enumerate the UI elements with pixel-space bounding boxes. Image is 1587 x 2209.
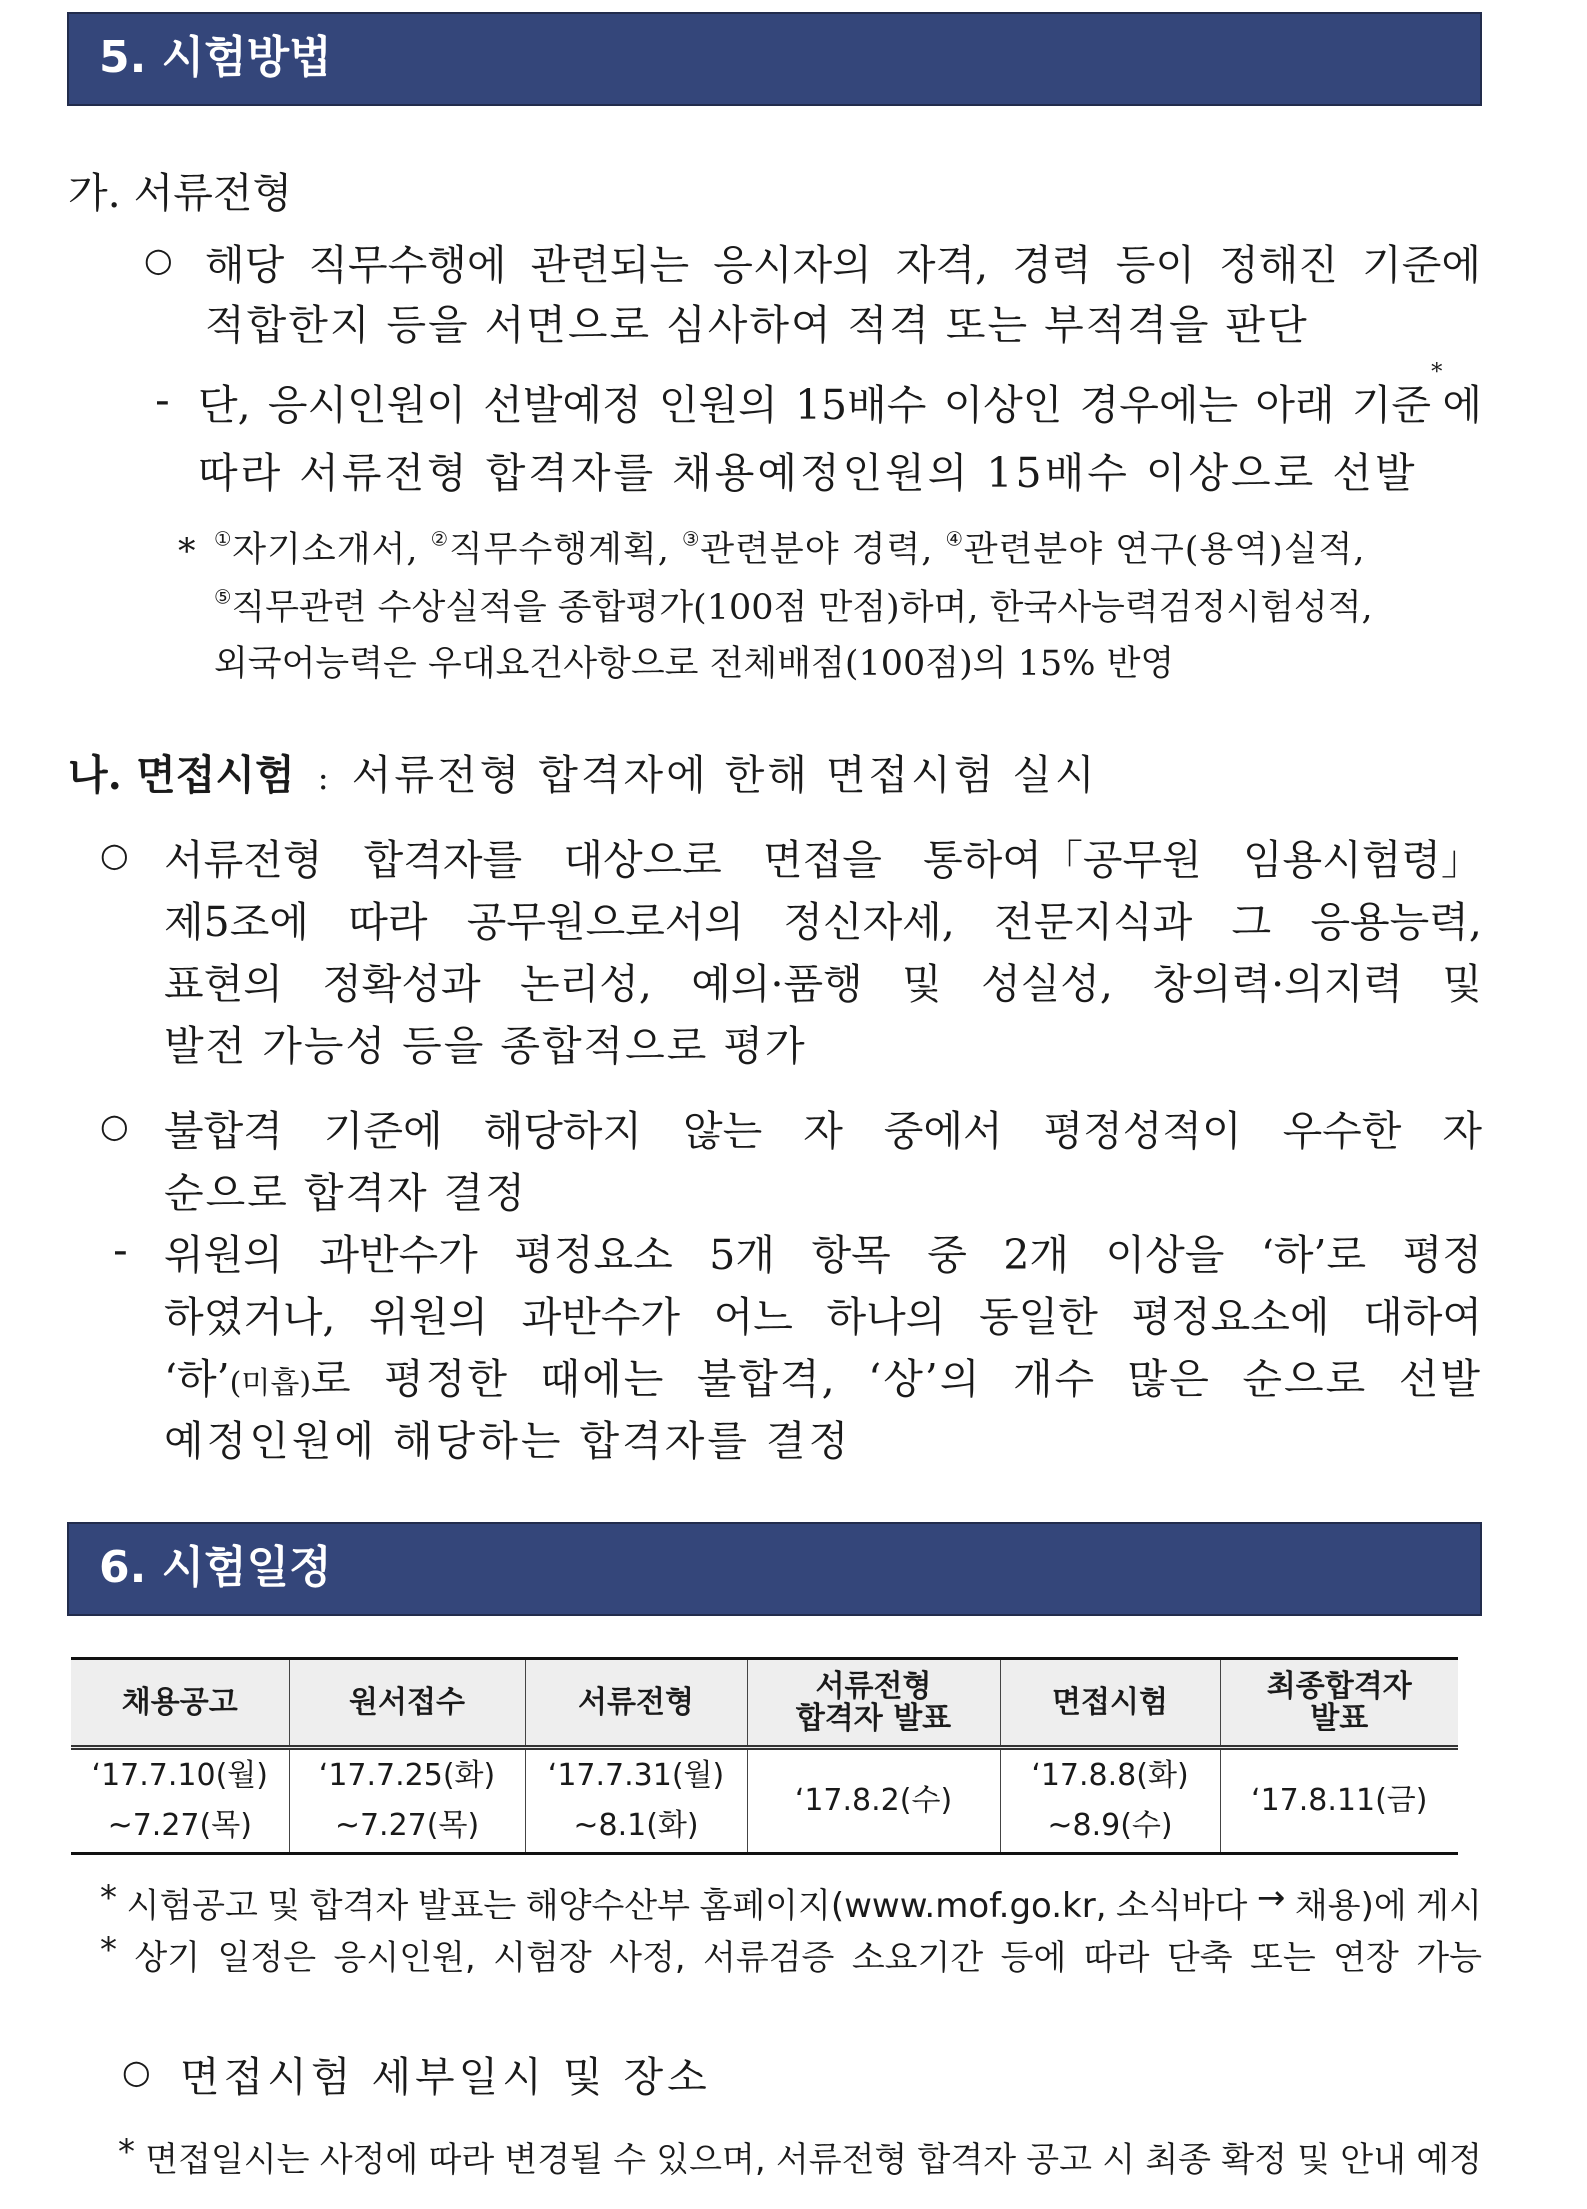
circled-1: ①	[214, 527, 233, 551]
note-line-1	[214, 522, 1365, 572]
schedule-header-row	[71, 1659, 1458, 1748]
na-paragraph-1-line-3: 표현의 정확성과 논리성, 예의·품행 및 성실성, 창의력·의지력 및	[164, 960, 1482, 1008]
ga-dash-text-b: 에	[1442, 381, 1482, 429]
header-recruitment-notice: 채용공고	[71, 1659, 289, 1748]
na-heading-colon: :	[317, 758, 329, 797]
header-document-result: 서류전형 합격자 발표	[747, 1659, 1000, 1748]
ga-dash-line-2: 따라 서류전형 합격자를 채용예정인원의 15배수 이상으로 선발	[198, 449, 1418, 497]
na-dash-line-3-b: 로 평정한 때에는 불합격, ‘상’의 개수 많은 순으로 선발	[311, 1355, 1482, 1403]
note-line-3: 외국어능력은 우대요건사항으로 전체배점(100점)의 15% 반영	[214, 644, 1175, 684]
section-5-banner: 5. 시험방법	[67, 12, 1482, 106]
header-interview: 면접시험	[1000, 1659, 1220, 1748]
note-item-4: 관련분야 연구(용역)실적,	[963, 530, 1366, 570]
ga-dash-line-1	[198, 359, 1482, 431]
cell-document-result: ‘17.8.2(수)	[747, 1748, 1000, 1854]
na-heading-rest: 서류전형 합격자에 한해 면접시험 실시	[351, 751, 1098, 799]
note-item-2: 직무수행계획,	[448, 530, 670, 570]
cell-recruitment-notice: ‘17.7.10(월) ~7.27(목)	[71, 1748, 289, 1854]
na-dash-line-2: 하였거나, 위원의 과반수가 어느 하나의 동일한 평정요소에 대하여	[164, 1293, 1482, 1341]
na-paragraph-1-line-4: 발전 가능성 등을 종합적으로 평가	[164, 1022, 807, 1070]
cell-interview: ‘17.8.8(화) ~8.9(수)	[1000, 1748, 1220, 1854]
circled-5: ⑤	[214, 585, 232, 609]
schedule-note-1: * 시험공고 및 합격자 발표는 해양수산부 홈페이지(www.mof.go.kr, 소식바다 → 채용)에 게시	[100, 1878, 1482, 1926]
schedule-row	[71, 1748, 1458, 1854]
note-item-3: 관련분야 경력,	[700, 530, 934, 570]
na-paragraph-2-line-2: 순으로 합격자 결정	[164, 1169, 527, 1217]
header-application: 원서접수	[289, 1659, 525, 1748]
na-paragraph-2-line-1: 불합격 기준에 해당하지 않는 자 중에서 평정성적이 우수한 자	[164, 1107, 1482, 1155]
schedule-note-2: * 상기 일정은 응시인원, 시험장 사정, 서류검증 소요기간 등에 따라 단축 또는 연장 가능	[100, 1930, 1482, 1978]
header-final-result: 최종합격자 발표	[1220, 1659, 1458, 1748]
cell-final-result: ‘17.8.11(금)	[1220, 1748, 1458, 1854]
ga-dash-text-a: 단, 응시인원이 선발예정 인원의 15배수 이상인 경우에는 아래 기준	[198, 381, 1432, 429]
na-dash-line-3-small: (미흡)	[229, 1366, 312, 1401]
note-line-2	[214, 580, 1373, 630]
na-paragraph-1-line-1: 서류전형 합격자를 대상으로 면접을 통하여「공무원 임용시험령」	[164, 836, 1482, 884]
circle-bullet-icon: ○	[144, 240, 173, 279]
na-paragraph-1-line-2: 제5조에 따라 공무원으로서의 정신자세, 전문지식과 그 응용능력,	[164, 898, 1482, 946]
na-dash-line-3-a: ‘하’	[164, 1355, 230, 1403]
na-dash-line-4: 예정인원에 해당하는 합격자를 결정	[164, 1417, 852, 1465]
na-dash-line-3	[164, 1346, 1482, 1405]
note-item-1: 자기소개서,	[232, 530, 419, 570]
section-6-banner: 6. 시험일정	[67, 1522, 1482, 1616]
schedule-table	[71, 1657, 1458, 1855]
na-heading-title: 나. 면접시험	[68, 751, 295, 799]
circle-bullet-icon: ○	[100, 1106, 129, 1145]
circled-4: ④	[945, 527, 964, 551]
ga-paragraph-line-1: 해당 직무수행에 관련되는 응시자의 자격, 경력 등이 정해진 기준에	[205, 241, 1481, 289]
dash-bullet-icon: -	[113, 1226, 128, 1274]
ga-paragraph-line-2: 적합한지 등을 서면으로 심사하여 적격 또는 부적격을 판단	[205, 301, 1309, 349]
circled-3: ③	[682, 527, 701, 551]
note-item-5: 직무관련 수상실적을 종합평가(100점 만점)하며, 한국사능력검정시험성적,	[231, 588, 1373, 628]
header-document-screening: 서류전형	[525, 1659, 747, 1748]
circle-bullet-icon: ○	[100, 835, 129, 874]
section-na-heading	[68, 742, 1098, 801]
section-ga-heading: 가. 서류전형	[68, 169, 293, 217]
cell-application: ‘17.7.25(화) ~7.27(목)	[289, 1748, 525, 1854]
footnote-star: *	[1431, 359, 1443, 385]
dash-bullet-icon: -	[155, 376, 170, 424]
interview-heading: 면접시험 세부일시 및 장소	[180, 2053, 711, 2101]
circled-2: ②	[430, 527, 449, 551]
cell-document-screening: ‘17.7.31(월) ~8.1(화)	[525, 1748, 747, 1854]
note-star: *	[178, 532, 196, 572]
interview-note: * 면접일시는 사정에 따라 변경될 수 있으며, 서류전형 합격자 공고 시 최종 확정 및 안내 예정	[118, 2132, 1482, 2180]
circle-bullet-icon: ○	[122, 2052, 151, 2091]
na-dash-line-1: 위원의 과반수가 평정요소 5개 항목 중 2개 이상을 ‘하’로 평정	[164, 1231, 1482, 1279]
